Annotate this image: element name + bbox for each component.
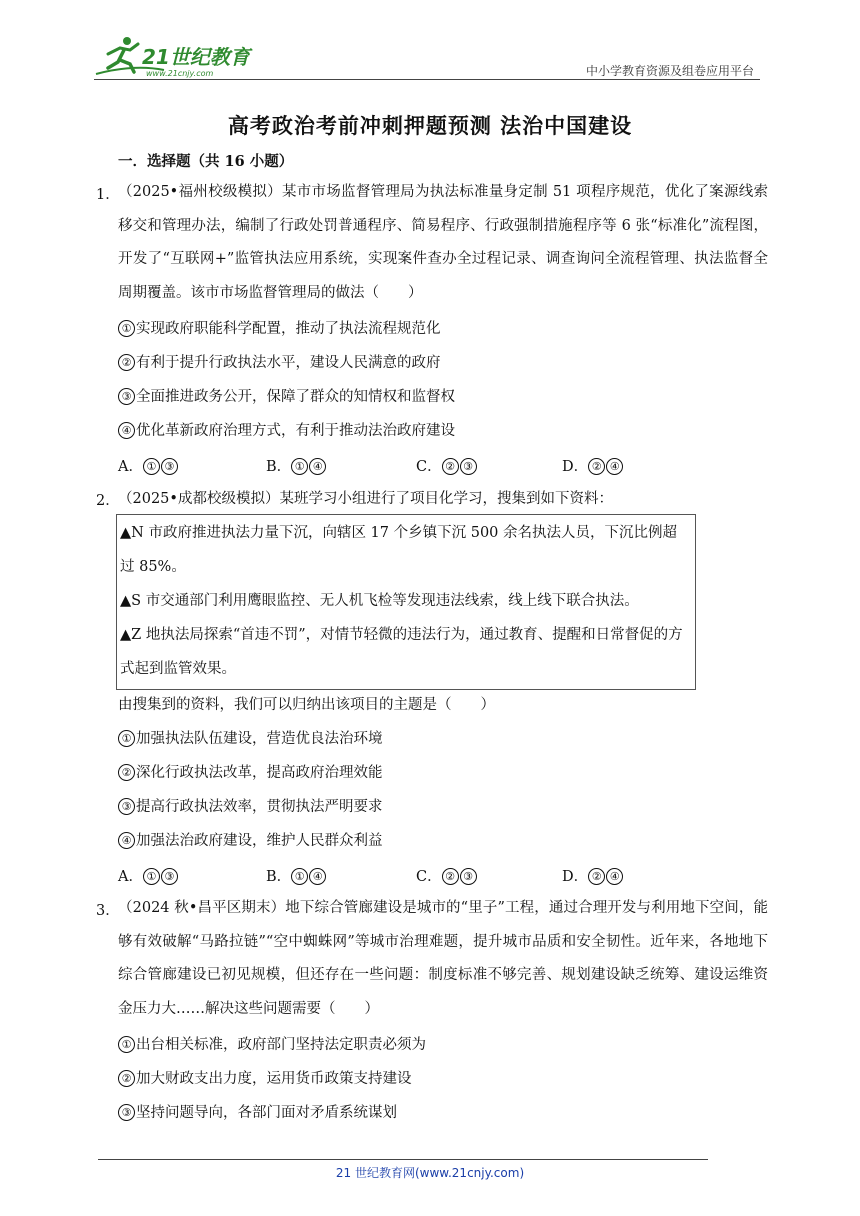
- choice-c[interactable]: C． ② ③: [416, 865, 478, 886]
- q3-option-2: ② 加大财政支出力度，运用货币政策支持建设: [118, 1069, 412, 1089]
- svg-text:21世纪教育: 21世纪教育: [142, 45, 250, 69]
- choice-c[interactable]: C． ② ③: [416, 455, 478, 476]
- material-item-1: ▲N 市政府推进执法力量下沉，向辖区 17 个乡镇下沉 500 余名执法人员，下沉比例超过 85%。: [120, 525, 678, 575]
- q3-option-1: ① 出台相关标准，政府部门坚持法定职责必须为: [118, 1035, 426, 1055]
- material-item-2: ▲S 市交通部门利用鹰眼监控、无人机飞检等发现违法线索，线上线下联合执法。: [120, 593, 639, 609]
- page-header: [94, 34, 760, 80]
- q1-option-2: ② 有利于提升行政执法水平，建设人民满意的政府: [118, 353, 441, 373]
- question-number-3: 3．: [96, 903, 120, 919]
- q1-option-3: ③ 全面推进政务公开，保障了群众的知情权和监督权: [118, 387, 455, 407]
- question-prompt-2: 由搜集到的资料，我们可以归纳出该项目的主题是（ ）: [118, 697, 495, 713]
- q2-option-4: ④ 加强法治政府建设，维护人民群众利益: [118, 831, 383, 851]
- question-number-2: 2．: [96, 493, 120, 509]
- choice-d[interactable]: D． ② ④: [562, 865, 624, 886]
- choice-d[interactable]: D． ② ④: [562, 455, 624, 476]
- section-heading: 一．选择题（共 16 小题）: [118, 153, 294, 170]
- choice-b[interactable]: B． ① ④: [266, 865, 327, 886]
- question-stem-2: （2025•成都校级模拟）某班学习小组进行了项目化学习，搜集到如下资料：: [118, 491, 613, 507]
- header-divider: [94, 79, 760, 80]
- logo: [94, 34, 264, 78]
- choice-b[interactable]: B． ① ④: [266, 455, 327, 476]
- footer-link[interactable]: 21 世纪教育网(www.21cnjy.com): [335, 1166, 525, 1180]
- material-item-3: ▲Z 地执法局探索“首违不罚”，对情节轻微的违法行为，通过教育、提醒和日常督促的方式起到监管效果。: [120, 627, 683, 677]
- q2-option-2: ② 深化行政执法改革，提高政府治理效能: [118, 763, 383, 783]
- page-title: 高考政治考前冲刺押题预测 法治中国建设: [227, 113, 633, 138]
- question-stem-1: （2025•福州校级模拟）某市市场监督管理局为执法标准量身定制 51 项程序规范，优化了案源线索移交和管理办法，编制了行政处罚普通程序、简易程序、行政强制措施程序等 6 张“标准化”流程图，开发了“互联网+”监管执法应用系统，实现案件查办全过程记录、调查询问全流程管理、执法监督全周期覆盖。该市市场监督管理局的做法（ ）: [118, 184, 768, 301]
- platform-name: 中小学教育资源及组卷应用平台: [585, 64, 754, 78]
- q3-option-3: ③ 坚持问题导向，各部门面对矛盾系统谋划: [118, 1103, 397, 1123]
- q2-option-1: ① 加强执法队伍建设，营造优良法治环境: [118, 729, 383, 749]
- q1-option-1: ① 实现政府职能科学配置，推动了执法流程规范化: [118, 319, 441, 339]
- svg-text:www.21cnjy.com: www.21cnjy.com: [146, 69, 214, 78]
- q1-option-4: ④ 优化革新政府治理方式，有利于推动法治政府建设: [118, 421, 455, 441]
- footer-divider: [98, 1159, 708, 1160]
- question-stem-3: （2024 秋•昌平区期末）地下综合管廊建设是城市的“里子”工程，通过合理开发与利用地下空间，能够有效破解“马路拉链”“空中蜘蛛网”等城市治理难题，提升城市品质和安全韧性。近年来，各地地下综合管廊建设已初见规模，但还存在一些问题：制度标准不够完善、规划建设缺乏统筹、建设运维资金压力大……解决这些问题需要（ ）: [118, 900, 768, 1017]
- choice-a[interactable]: A． ① ③: [118, 865, 179, 886]
- q2-option-3: ③ 提高行政执法效率，贯彻执法严明要求: [118, 797, 383, 817]
- choice-a[interactable]: A． ① ③: [118, 455, 179, 476]
- question-number-1: 1．: [96, 187, 120, 203]
